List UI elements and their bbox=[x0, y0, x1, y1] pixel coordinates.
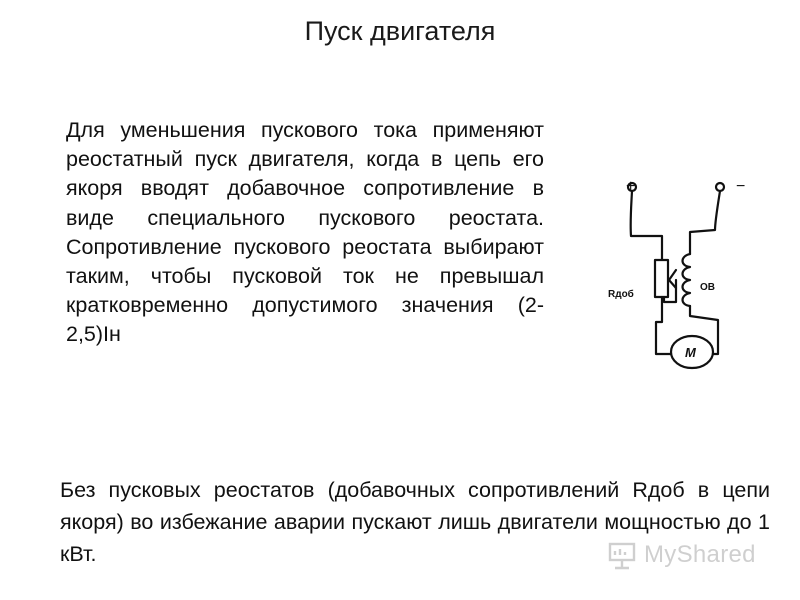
minus-sign: − bbox=[736, 178, 746, 195]
starting-circuit-diagram bbox=[590, 170, 760, 380]
wire-negative bbox=[690, 191, 720, 254]
wire-resistor-motor bbox=[656, 297, 670, 354]
field-winding-label: ОВ bbox=[700, 282, 715, 293]
paragraph-note: Без пусковых реостатов (добавочных сопротивлений Rдоб в цепи якоря) во избежание аварии пускают лишь двигатели мощностью до 1 кВт. bbox=[60, 478, 770, 566]
negative-terminal bbox=[716, 183, 724, 191]
paragraph-description: Для уменьшения пускового тока применяют реостатный пуск двигателя, когда в цепь его якоря вводят добавочное сопротивление в виде специального пускового реостата. Сопротивление пускового реостата выбирают таким, чтобы пусковой ток не превышал кратковременно допустимого значения (2-2,5)Iн bbox=[66, 118, 544, 347]
field-winding-ov bbox=[683, 254, 691, 306]
wire-positive bbox=[631, 191, 662, 260]
resistor-rdob bbox=[655, 260, 668, 297]
presentation-board-icon bbox=[606, 539, 638, 571]
watermark-text: MyShared bbox=[644, 541, 756, 568]
page-title: Пуск двигателя bbox=[304, 16, 496, 46]
watermark bbox=[606, 535, 776, 575]
motor-label: M bbox=[685, 345, 696, 360]
resistor-label: Rдоб bbox=[608, 289, 634, 300]
plus-sign: + bbox=[626, 178, 636, 195]
